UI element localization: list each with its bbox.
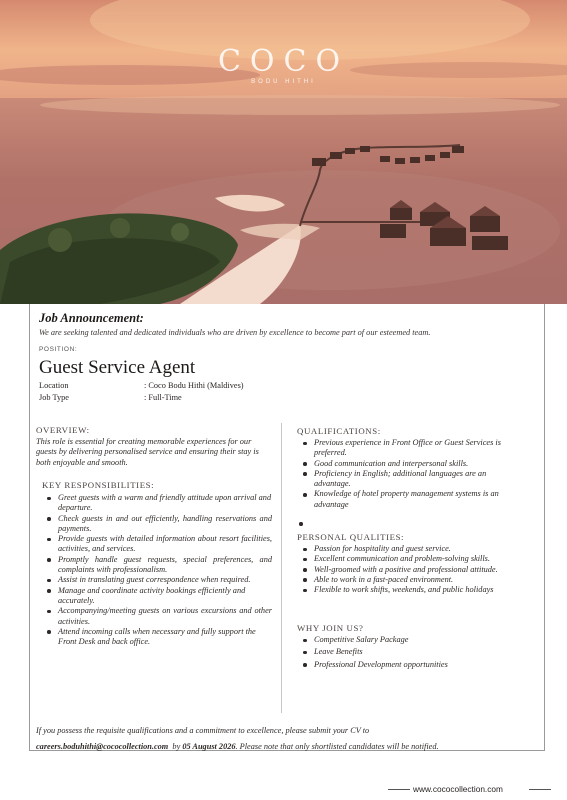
overview-text: This role is essential for creating memorable experiences for our guests by delivering personalised service and ensuring their stay is both enjoyable and smooth. (36, 437, 259, 467)
list-item: Proficiency in English; additional languages are an advantage. (296, 469, 524, 490)
empty-bullet-marker (299, 522, 303, 526)
position-label: POSITION: (39, 346, 78, 353)
column-divider (281, 423, 282, 713)
why-join-list (296, 635, 524, 670)
list-item: Able to work in a fast-paced environment. (296, 575, 524, 585)
list-item: Well-groomed with a positive and professional attitude. (296, 565, 524, 575)
list-item: Competitive Salary Package (296, 635, 524, 645)
list-item: Check guests in and out efficiently, handling reservations and payments. (40, 514, 272, 535)
location-key: Location (39, 381, 69, 390)
list-item: Excellent communication and problem-solving skills. (296, 554, 524, 564)
position-title: Guest Service Agent (39, 357, 196, 378)
job-type-value: : Full-Time (144, 393, 182, 402)
responsibilities-heading: KEY RESPONSIBILITIES: (42, 480, 155, 490)
careers-email-link[interactable]: careers.boduhithi@cococollection.com (36, 742, 169, 751)
list-item: Passion for hospitality and guest service. (296, 544, 524, 554)
hero-resort-photo (0, 0, 567, 304)
list-item: Leave Benefits (296, 647, 524, 657)
website-rule-left (388, 789, 410, 790)
qualifications-list (296, 438, 524, 510)
list-item: Assist in translating guest correspondence when required. (40, 575, 272, 585)
personal-qualities-list (296, 544, 524, 595)
announcement-title: Job Announcement: (39, 311, 144, 325)
footer-note: . Please note that only shortlisted candidates will be notified. (235, 742, 439, 751)
list-item: Good communication and interpersonal skills. (296, 459, 524, 469)
why-join-heading: WHY JOIN US? (297, 623, 364, 633)
footer-instruction: If you possess the requisite qualifications and a commitment to excellence, please submit your CV to (36, 726, 370, 735)
location-value: : Coco Bodu Hithi (Maldives) (144, 381, 244, 390)
list-item: Accompanying/meeting guests on various excursions and other activities. (40, 606, 272, 627)
qualifications-heading: QUALIFICATIONS: (297, 426, 381, 436)
personal-qualities-heading: PERSONAL QUALITIES: (297, 532, 405, 542)
list-item: Attend incoming calls when necessary and fully support the Front Desk and back office. (40, 627, 272, 648)
list-item: Provide guests with detailed information about resort facilities, activities, and services. (40, 534, 272, 555)
overview-heading: OVERVIEW: (36, 425, 90, 435)
list-item: Professional Development opportunities (296, 660, 524, 670)
list-item: Previous experience in Front Office or Guest Services is preferred. (296, 438, 524, 459)
list-item: Flexible to work shifts, weekends, and public holidays (296, 585, 524, 595)
brand-logo-subtitle: BODU HITHI (251, 79, 316, 85)
announcement-intro: We are seeking talented and dedicated individuals who are driven by excellence to become part of our esteemed team. (39, 328, 431, 337)
list-item: Knowledge of hotel property management systems is an advantage (296, 489, 524, 510)
list-item: Manage and coordinate activity bookings efficiently and accurately. (40, 586, 272, 607)
brand-logo: COCO (217, 44, 350, 79)
list-item: Greet guests with a warm and friendly attitude upon arrival and departure. (40, 493, 272, 514)
job-type-key: Job Type (39, 393, 69, 402)
list-item: Promptly handle guest requests, special preferences, and complaints with professionalism. (40, 555, 272, 576)
footer-by: by (172, 742, 181, 751)
application-deadline: 05 August 2026 (182, 742, 236, 751)
responsibilities-list (40, 493, 272, 647)
footer-submission-line (36, 742, 439, 751)
website-rule-right (529, 789, 551, 790)
website-link[interactable]: www.cococollection.com (413, 784, 503, 794)
